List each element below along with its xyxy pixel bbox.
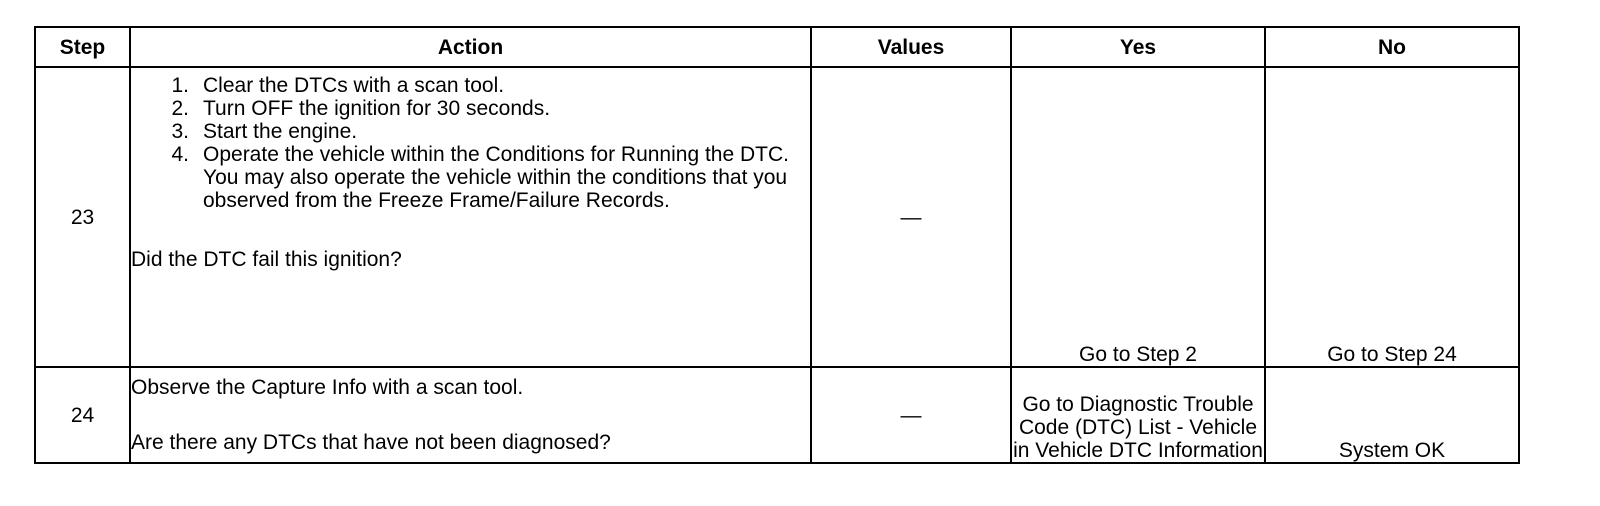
step-item-text: Clear the DTCs with a scan tool. bbox=[203, 74, 505, 97]
step-item-number: 4. bbox=[171, 143, 189, 166]
step-item-number: 2. bbox=[171, 97, 189, 120]
step-number: 24 bbox=[35, 367, 130, 463]
header-row bbox=[35, 27, 1519, 67]
header-no: No bbox=[1265, 27, 1519, 67]
no-cell: Go to Step 24 bbox=[1265, 67, 1519, 367]
action-cell bbox=[130, 67, 811, 367]
header-step: Step bbox=[35, 27, 130, 67]
header-yes: Yes bbox=[1011, 27, 1265, 67]
step-number: 23 bbox=[35, 67, 130, 367]
list-item bbox=[131, 120, 810, 143]
table-row bbox=[35, 67, 1519, 367]
values-cell: — bbox=[811, 67, 1011, 367]
step-item-text: Turn OFF the ignition for 30 seconds. bbox=[203, 97, 551, 120]
diagnostic-table bbox=[34, 26, 1520, 464]
step-item-number: 1. bbox=[171, 74, 189, 97]
yes-cell: Go to Step 2 bbox=[1011, 67, 1265, 367]
action-cell bbox=[130, 367, 811, 463]
no-cell: System OK bbox=[1265, 367, 1519, 463]
action-steps-list bbox=[131, 74, 810, 212]
header-values: Values bbox=[811, 27, 1011, 67]
step-item-text: Start the engine. bbox=[203, 120, 358, 143]
list-item bbox=[131, 74, 810, 97]
step-item-text: Operate the vehicle within the Conditions for Running the DTC. You may also operate the vehicle within the conditions that you observed from the Freeze Frame/Failure Records. bbox=[203, 143, 789, 212]
header-action: Action bbox=[130, 27, 811, 67]
step-item-number: 3. bbox=[171, 120, 189, 143]
action-text: Observe the Capture Info with a scan tool. bbox=[131, 376, 524, 399]
list-item bbox=[131, 97, 810, 120]
list-item bbox=[131, 143, 810, 212]
action-question: Did the DTC fail this ignition? bbox=[131, 248, 402, 271]
action-question: Are there any DTCs that have not been diagnosed? bbox=[131, 431, 611, 454]
yes-cell: Go to Diagnostic Trouble Code (DTC) List - Vehicle in Vehicle DTC Information bbox=[1011, 367, 1265, 463]
values-cell: — bbox=[811, 367, 1011, 463]
table-row bbox=[35, 367, 1519, 463]
